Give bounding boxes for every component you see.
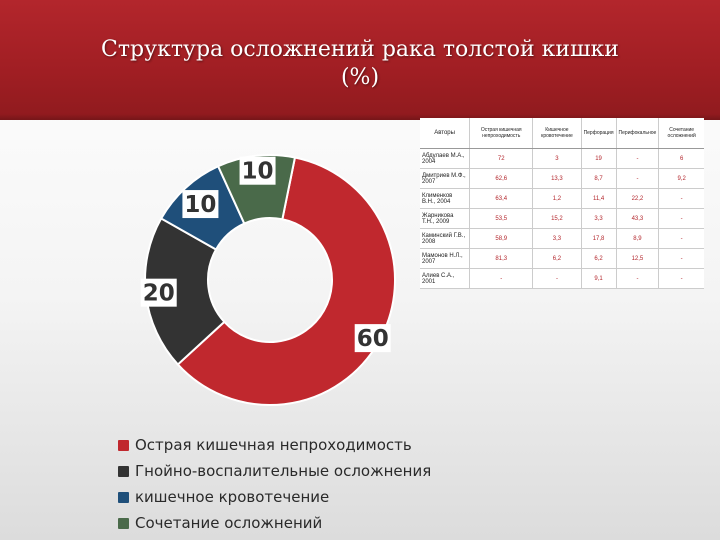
table-cell: 12,5 <box>616 249 659 269</box>
legend-item <box>118 510 431 536</box>
table-cell: 3 <box>533 149 581 169</box>
table-cell: 9,2 <box>659 169 704 189</box>
table-header-cell: Авторы <box>420 118 470 149</box>
data-label-4 <box>240 157 276 185</box>
svg-text:20: 20 <box>142 280 175 307</box>
legend-swatch <box>118 492 129 503</box>
table-cell: - <box>659 229 704 249</box>
table-cell: 8,7 <box>581 169 616 189</box>
table-cell: 9,1 <box>581 269 616 289</box>
data-label-3 <box>182 190 218 218</box>
table-cell: Абдулаев М.А., 2004 <box>420 149 470 169</box>
slide-title <box>60 36 660 92</box>
table-cell: - <box>659 269 704 289</box>
table-cell: 43,3 <box>616 209 659 229</box>
table-row <box>420 149 704 169</box>
table-cell: 22,2 <box>616 189 659 209</box>
data-label-1 <box>355 324 391 352</box>
legend-label: Острая кишечная непроходимость <box>135 436 412 454</box>
legend-item <box>118 458 431 484</box>
table-cell: Жарникова Т.Н., 2009 <box>420 209 470 229</box>
table-cell: 72 <box>470 149 533 169</box>
svg-text:10: 10 <box>241 158 274 185</box>
chart-legend <box>118 432 431 536</box>
table-row <box>420 189 704 209</box>
slide-title-line-2: (%) <box>340 65 380 90</box>
legend-label: кишечное кровотечение <box>135 488 330 506</box>
table-cell: 8,9 <box>616 229 659 249</box>
table-cell: 19 <box>581 149 616 169</box>
table-body <box>420 149 704 289</box>
table-header-cell: Перфорация <box>581 118 616 149</box>
slide-title-line-1: Структура осложнений рака толстой кишки <box>101 37 619 62</box>
table-row <box>420 209 704 229</box>
legend-label: Сочетание осложнений <box>135 514 323 532</box>
table-cell: Алиев С.А., 2001 <box>420 269 470 289</box>
table-cell: 62,6 <box>470 169 533 189</box>
table-cell: Мамонов Н.Л., 2007 <box>420 249 470 269</box>
table-cell: 3,3 <box>533 229 581 249</box>
table-cell: Клименков В.Н., 2004 <box>420 189 470 209</box>
table-cell: - <box>616 269 659 289</box>
table-cell: - <box>533 269 581 289</box>
svg-text:60: 60 <box>356 326 389 353</box>
table-header-row <box>420 118 704 149</box>
table-cell: 53,5 <box>470 209 533 229</box>
table-row <box>420 169 704 189</box>
reference-table <box>420 118 704 289</box>
table-cell: 6 <box>659 149 704 169</box>
table-cell: 6,2 <box>581 249 616 269</box>
table-cell: 15,2 <box>533 209 581 229</box>
legend-item <box>118 484 431 510</box>
table-cell: 6,2 <box>533 249 581 269</box>
legend-item <box>118 432 431 458</box>
table-cell: 81,3 <box>470 249 533 269</box>
table-row <box>420 249 704 269</box>
legend-swatch <box>118 466 129 477</box>
table-cell: 11,4 <box>581 189 616 209</box>
table-header-cell: Сочетание осложнений <box>659 118 704 149</box>
data-label-2 <box>141 279 177 307</box>
table-cell: 1,2 <box>533 189 581 209</box>
table-cell: Дмитриев М.Ф., 2007 <box>420 169 470 189</box>
table-cell: - <box>616 169 659 189</box>
legend-swatch <box>118 440 129 451</box>
table-cell: - <box>659 189 704 209</box>
table-cell: 63,4 <box>470 189 533 209</box>
table-cell: - <box>470 269 533 289</box>
svg-text:10: 10 <box>184 192 217 219</box>
table-cell: 13,3 <box>533 169 581 189</box>
legend-label: Гнойно-воспалительные осложнения <box>135 462 432 480</box>
table-header-cell: Острая кишечная непроходимость <box>470 118 533 149</box>
table-cell: 58,9 <box>470 229 533 249</box>
table-header-cell: Перифокальное <box>616 118 659 149</box>
table-cell: 3,3 <box>581 209 616 229</box>
table-cell: - <box>616 149 659 169</box>
table-cell: Каминский Г.В., 2008 <box>420 229 470 249</box>
table-cell: - <box>659 209 704 229</box>
table-row <box>420 229 704 249</box>
table-cell: - <box>659 249 704 269</box>
table-row <box>420 269 704 289</box>
donut-chart <box>130 140 410 420</box>
legend-swatch <box>118 518 129 529</box>
title-bar <box>0 0 720 120</box>
table-header-cell: Кишечное кровотечение <box>533 118 581 149</box>
table-cell: 17,8 <box>581 229 616 249</box>
